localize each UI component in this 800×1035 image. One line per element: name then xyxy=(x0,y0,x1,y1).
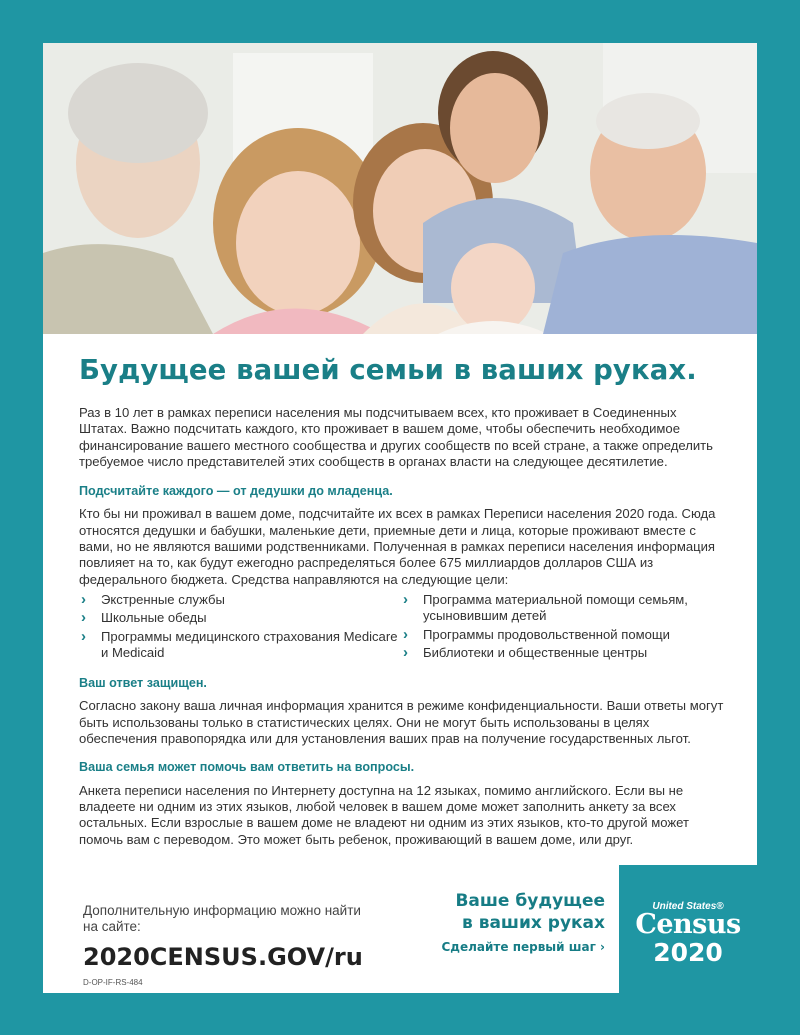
chevron-right-icon: › xyxy=(403,590,408,608)
list-item-label: Программы медицинского страхования Medicare и Medicaid xyxy=(101,628,398,660)
chevron-right-icon: › xyxy=(403,625,408,643)
section-heading-family-help: Ваша семья может помочь вам ответить на вопросы. xyxy=(79,760,415,775)
more-info-text: Дополнительную информацию можно найти на сайте: xyxy=(83,903,361,934)
intro-paragraph: Раз в 10 лет в рамках переписи населения мы подсчитываем всех, кто проживает в Соединенных Штатах. Важно подсчитать каждого, кто проживает в вашем доме, чтобы обеспечить необходимое финансирование вашего местного сообщества и других сообществ по всей стране, а также определить требуемое число представителей этих сообществ в органах власти на следующее десятилетие. xyxy=(79,405,714,469)
tagline-line-2: в ваших руках xyxy=(462,913,605,933)
section-heading-protected: Ваш ответ защищен. xyxy=(79,676,207,691)
chevron-right-icon: › xyxy=(81,590,86,608)
list-item-label: Программы продовольственной помощи xyxy=(423,626,670,642)
list-item-label: Экстренные службы xyxy=(101,591,225,607)
section-body-family-help: Анкета переписи населения по Интернету доступна на 12 языках, помимо английского. Если вы не владеете ни одним из этих языков, любой человек в вашем доме может заполнить анкету за всех остальных. Если взрослые в вашем доме не владеют ни одним из этих языков, кто-то другой может помочь вам с переводом. Это может быть ребенок, проживающий в вашем доме, или друг. xyxy=(79,782,689,847)
funding-list-left xyxy=(79,592,401,663)
funding-list xyxy=(79,592,727,663)
census-website-link[interactable]: 2020CENSUS.GOV/ru xyxy=(83,943,363,971)
list-item xyxy=(79,610,401,626)
document-code: D-OP-IF-RS-484 xyxy=(83,978,143,987)
tagline xyxy=(441,890,605,954)
list-item xyxy=(79,629,401,662)
page-title: Будущее вашей семьи в ваших руках. xyxy=(79,354,697,386)
chevron-right-icon: › xyxy=(600,940,605,954)
section-body-count: Кто бы ни проживал в вашем доме, подсчитайте их всех в рамках Переписи населения 2020 года. Сюда относятся дедушки и бабушки, маленькие дети, приемные дети и лица, которые проживают вместе с вами, но не являются вашими родственниками. Полученная в рамках переписи населения информация повлияет на то, как будут ежегодно распределяться более 675 миллиардов долларов США из федерального бюджета. Средства направляются на следующие цели: xyxy=(79,506,716,587)
logo-census: Census xyxy=(635,909,741,940)
list-item xyxy=(79,592,401,608)
logo-united-states: United States® xyxy=(652,901,724,912)
section-heading-count: Подсчитайте каждого — от дедушки до младенца. xyxy=(79,484,393,499)
main-content xyxy=(79,405,727,848)
family-illustration xyxy=(43,43,757,334)
list-item xyxy=(401,592,727,625)
funding-list-right xyxy=(401,592,727,663)
list-item-label: Школьные обеды xyxy=(101,610,207,626)
chevron-right-icon: › xyxy=(403,643,408,661)
list-item xyxy=(401,627,727,643)
flyer-panel xyxy=(43,43,757,993)
list-item-label: Библиотеки и общественные центры xyxy=(423,644,648,660)
tagline-line-1: Ваше будущее xyxy=(455,891,605,911)
census-2020-logo xyxy=(619,865,757,993)
list-item xyxy=(401,645,727,661)
call-to-action-label: Сделайте первый шаг xyxy=(441,940,596,954)
chevron-right-icon: › xyxy=(81,627,86,645)
section-body-protected: Согласно закону ваша личная информация хранится в режиме конфиденциальности. Ваши ответы могут быть использованы только в статистических целях. Они не могут быть использованы в целях обеспечения правопорядка или для установления ваших прав на получение государственных льгот. xyxy=(79,698,724,747)
call-to-action-link[interactable] xyxy=(441,940,605,954)
chevron-right-icon: › xyxy=(81,609,86,627)
list-item-label: Программа материальной помощи семьям, усыновившим детей xyxy=(423,591,688,624)
family-photo xyxy=(43,43,757,334)
logo-year: 2020 xyxy=(653,938,723,967)
footer-info xyxy=(83,903,393,987)
